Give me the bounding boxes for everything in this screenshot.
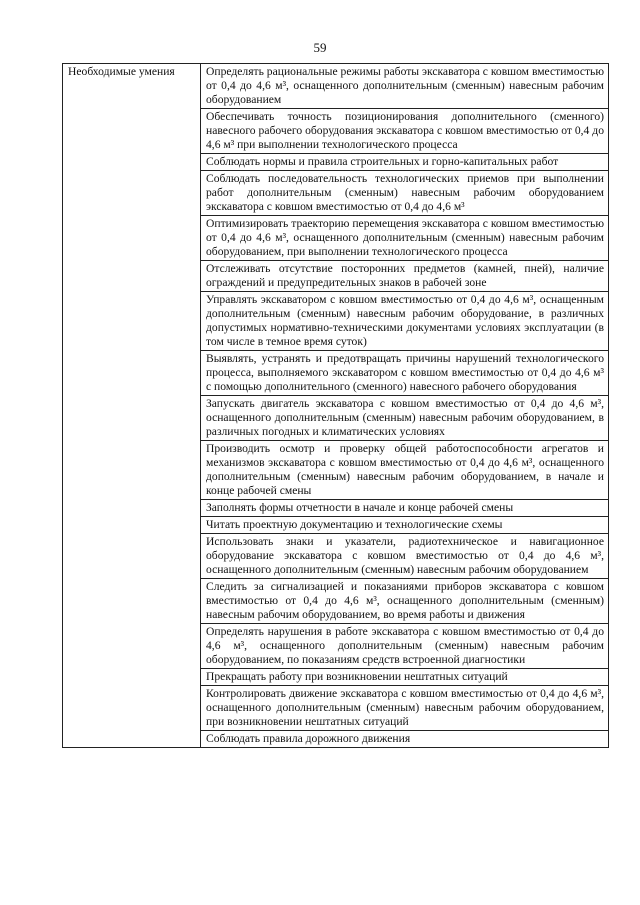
skill-item: Управлять экскаватором с ковшом вместимостью от 0,4 до 4,6 м³, оснащенным дополнительным (сменным) навесным рабочим оборудование, в различных допустимых нормативно-техническими документами условиях эксплуатации (в том числе в темное время суток) <box>201 292 609 351</box>
skills-table <box>62 63 609 748</box>
skill-item: Определять рациональные режимы работы экскаватора с ковшом вместимостью от 0,4 до 4,6 м³, оснащенного дополнительным (сменным) навесным рабочим оборудованием <box>201 64 609 109</box>
skill-item: Соблюдать правила дорожного движения <box>201 731 609 748</box>
skill-item: Следить за сигнализацией и показаниями приборов экскаватора с ковшом вместимостью от 0,4 до 4,6 м³, оснащенного дополнительным (сменным) навесным рабочим оборудованием, во время работы и движения <box>201 579 609 624</box>
skill-item: Производить осмотр и проверку общей работоспособности агрегатов и механизмов экскаватора с ковшом вместимостью от 0,4 до 4,6 м³, оснащенного дополнительным (сменным) навесным рабочим оборудованием, в начале и конце рабочей смены <box>201 441 609 500</box>
skill-item: Соблюдать нормы и правила строительных и горно-капитальных работ <box>201 154 609 171</box>
skill-item: Обеспечивать точность позиционирования дополнительного (сменного) навесного рабочего оборудования экскаватора с ковшом вместимостью от 0,4 до 4,6 м³ при выполнении технологического процесса <box>201 109 609 154</box>
skill-item: Читать проектную документацию и технологические схемы <box>201 517 609 534</box>
skill-item: Соблюдать последовательность технологических приемов при выполнении работ дополнительным (сменным) навесным рабочим оборудованием экскаватора с ковшом вместимостью от 0,4 до 4,6 м³ <box>201 171 609 216</box>
skill-item: Прекращать работу при возникновении нештатных ситуаций <box>201 669 609 686</box>
required-skills-label: Необходимые умения <box>63 64 201 748</box>
skill-item: Использовать знаки и указатели, радиотехническое и навигационное оборудование экскаватора с ковшом вместимостью от 0,4 до 4,6 м³, оснащенного дополнительным (сменным) навесным рабочим оборудованием <box>201 534 609 579</box>
skill-item: Определять нарушения в работе экскаватора с ковшом вместимостью от 0,4 до 4,6 м³, оснащенного дополнительным (сменным) навесным рабочим оборудованием, по показаниям средств встроенной диагностики <box>201 624 609 669</box>
table-row <box>63 64 609 109</box>
skills-table-body <box>63 64 609 748</box>
skill-item: Запускать двигатель экскаватора с ковшом вместимостью от 0,4 до 4,6 м³, оснащенного дополнительным (сменным) навесным рабочим оборудованием, в различных погодных и климатических условиях <box>201 396 609 441</box>
page-number: 59 <box>313 40 327 55</box>
skill-item: Заполнять формы отчетности в начале и конце рабочей смены <box>201 500 609 517</box>
skill-item: Контролировать движение экскаватора с ковшом вместимостью от 0,4 до 4,6 м³, оснащенного дополнительным (сменным) навесным рабочим оборудованием, при возникновении нештатных ситуаций <box>201 686 609 731</box>
skill-item: Выявлять, устранять и предотвращать причины нарушений технологического процесса, выполняемого экскаватором с ковшом вместимостью от 0,4 до 4,6 м³ с помощью дополнительного (сменного) навесного рабочего оборудования <box>201 351 609 396</box>
skill-item: Отслеживать отсутствие посторонних предметов (камней, пней), наличие ограждений и предупредительных знаков в рабочей зоне <box>201 261 609 292</box>
skill-item: Оптимизировать траекторию перемещения экскаватора с ковшом вместимостью от 0,4 до 4,6 м³, оснащенного дополнительным (сменным) навесным рабочим оборудованием, при выполнении технологического процесса <box>201 216 609 261</box>
